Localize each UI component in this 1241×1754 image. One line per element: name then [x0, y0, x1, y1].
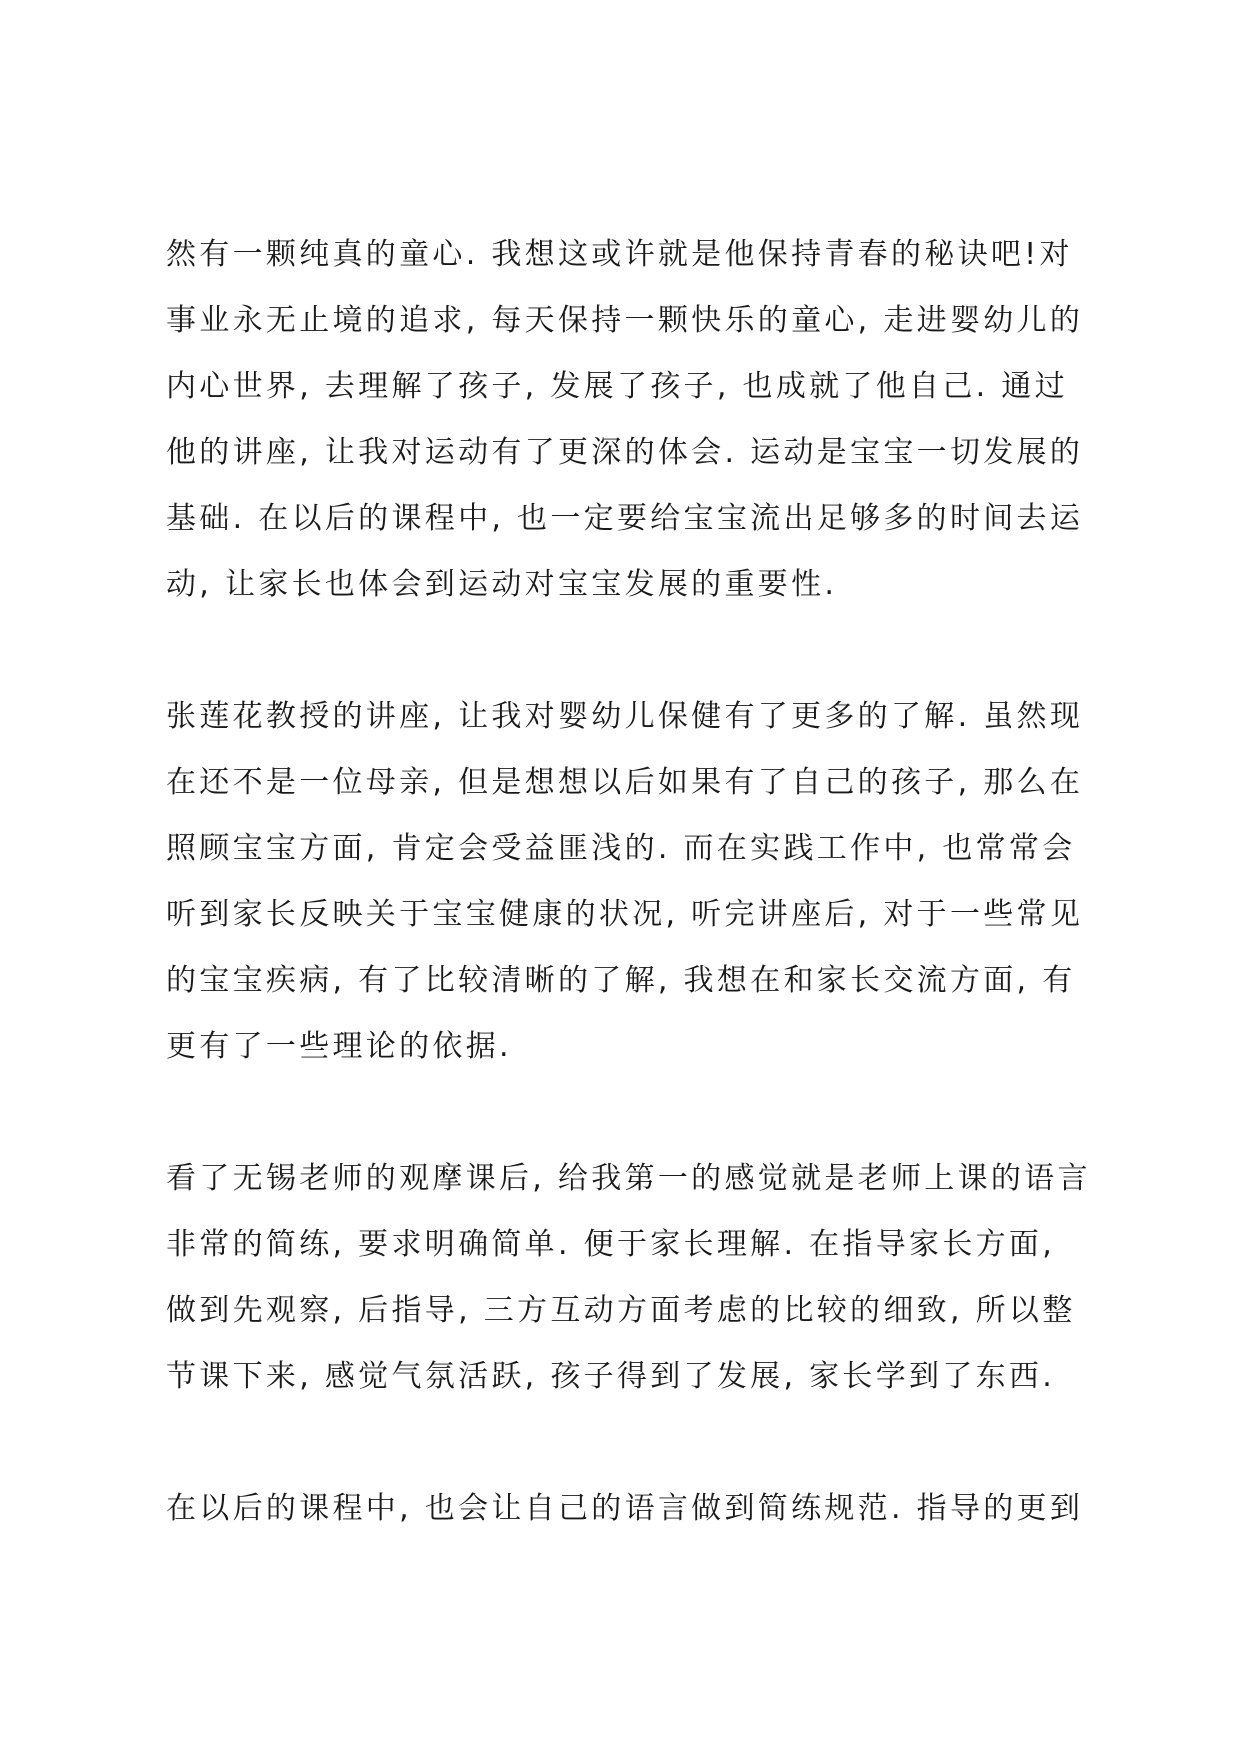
paragraph-4: [166, 1476, 1086, 1542]
text-line: 做到先观察, 后指导, 三方互动方面考虑的比较的细致, 所以整: [166, 1293, 1076, 1328]
text-line: 的宝宝疾病, 有了比较清晰的了解, 我想在和家长交流方面, 有: [166, 963, 1076, 998]
text-line: 照顾宝宝方面, 肯定会受益匪浅的. 而在实践工作中, 也常常会: [166, 831, 1076, 866]
text-line: 然有一颗纯真的童心. 我想这或许就是他保持青春的秘诀吧!对: [166, 237, 1073, 272]
text-line: 基础. 在以后的课程中, 也一定要给宝宝流出足够多的时间去运: [166, 501, 1084, 536]
paragraph-2: [166, 684, 1086, 1080]
text-line: 看了无锡老师的观摩课后, 给我第一的感觉就是老师上课的语言: [166, 1161, 1091, 1196]
paragraph-3: [166, 1146, 1091, 1410]
text-line: 节课下来, 感觉气氛活跃, 孩子得到了发展, 家长学到了东西.: [166, 1359, 1056, 1394]
text-line: 在还不是一位母亲, 但是想想以后如果有了自己的孩子, 那么在: [166, 765, 1084, 800]
text-line: 更有了一些理论的依据.: [166, 1029, 512, 1064]
text-line: 事业永无止境的追求, 每天保持一颗快乐的童心, 走进婴幼儿的: [166, 303, 1084, 338]
text-line: 非常的简练, 要求明确简单. 便于家长理解. 在指导家长方面,: [166, 1227, 1056, 1262]
text-line: 在以后的课程中, 也会让自己的语言做到简练规范. 指导的更到: [166, 1491, 1084, 1526]
text-line: 他的讲座, 让我对运动有了更深的体会. 运动是宝宝一切发展的: [166, 435, 1084, 470]
paragraph-1: [166, 222, 1086, 618]
text-line: 内心世界, 去理解了孩子, 发展了孩子, 也成就了他自己. 通过: [166, 369, 1068, 404]
text-line: 听到家长反映关于宝宝健康的状况, 听完讲座后, 对于一些常见: [166, 897, 1084, 932]
text-line: 动, 让家长也体会到运动对宝宝发展的重要性.: [166, 567, 838, 602]
document-body: [166, 222, 1091, 1542]
text-line: 张莲花教授的讲座, 让我对婴幼儿保健有了更多的了解. 虽然现: [166, 699, 1084, 734]
